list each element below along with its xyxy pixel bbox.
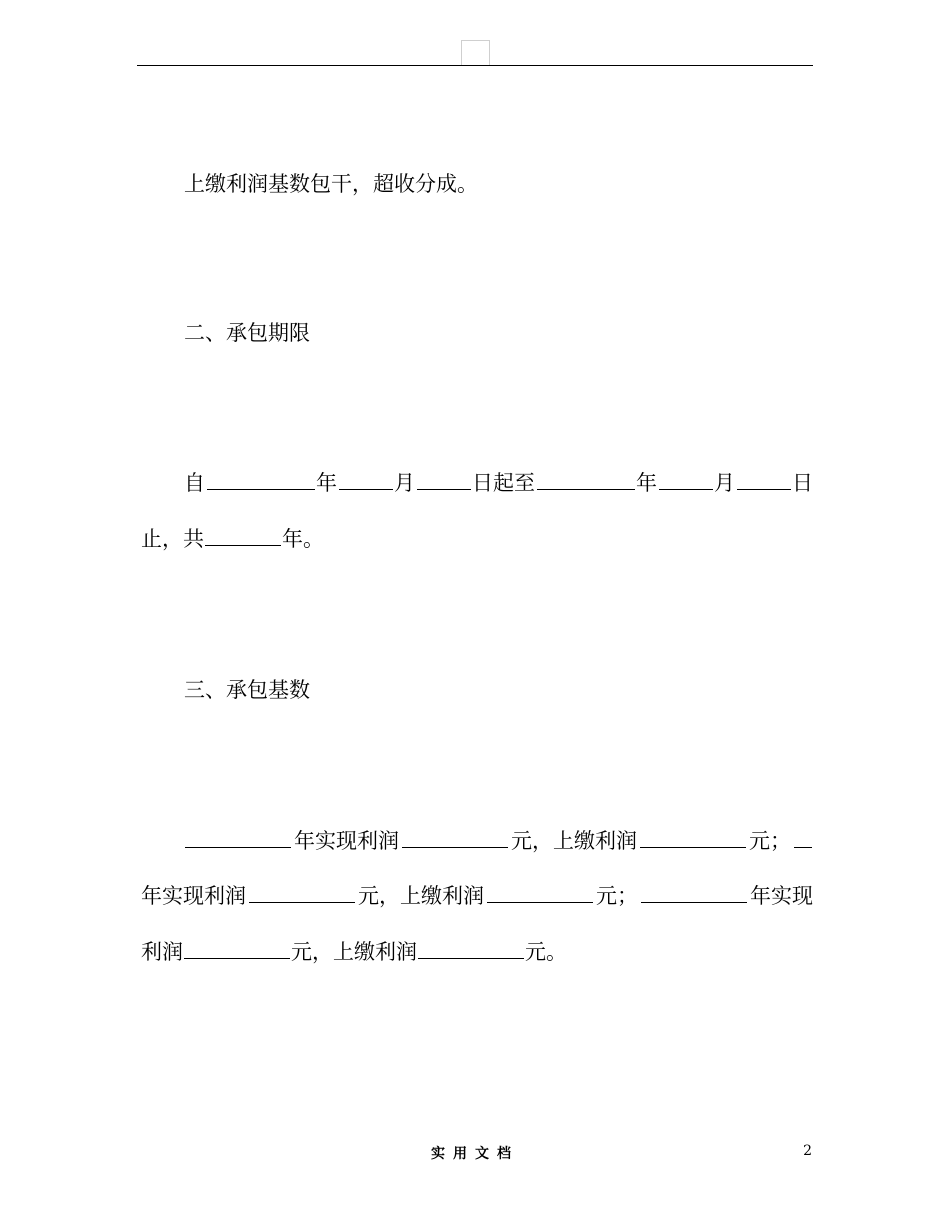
base-text-year-profit-1: 年实现利润 bbox=[294, 829, 399, 853]
term-text-day-until: 日起至 bbox=[472, 471, 535, 495]
blank-profit-1[interactable] bbox=[402, 827, 508, 848]
base-text-year-profit-2: 年实现利润 bbox=[141, 884, 246, 908]
base-text-yuan-remit-1: 元，上缴利润 bbox=[511, 829, 637, 853]
term-text-year-1: 年 bbox=[316, 471, 337, 495]
blank-total-years[interactable] bbox=[205, 525, 281, 546]
term-text-zi: 自 bbox=[184, 471, 205, 495]
header-text-box bbox=[461, 40, 490, 66]
blank-start-month[interactable] bbox=[339, 469, 393, 490]
header-rule bbox=[137, 65, 813, 66]
blank-year-1[interactable] bbox=[185, 827, 291, 848]
heading-text: 二、承包期限 bbox=[184, 321, 310, 345]
base-text-yuan-remit-2: 元，上缴利润 bbox=[358, 884, 484, 908]
base-line-3 bbox=[141, 937, 813, 967]
term-text-month-1: 月 bbox=[394, 471, 415, 495]
blank-profit-3[interactable] bbox=[184, 938, 290, 959]
blank-profit-2[interactable] bbox=[249, 882, 355, 903]
base-text-yuan-remit-3: 元，上缴利润 bbox=[291, 940, 417, 964]
blank-remit-3[interactable] bbox=[418, 938, 524, 959]
page-number: 2 bbox=[803, 1143, 812, 1159]
base-text-yuan-end: 元。 bbox=[525, 940, 567, 964]
blank-start-day[interactable] bbox=[417, 469, 471, 490]
blank-start-year[interactable] bbox=[207, 469, 315, 490]
term-text-year-2: 年 bbox=[636, 471, 657, 495]
base-line-2 bbox=[141, 881, 813, 911]
base-line-1 bbox=[141, 826, 856, 856]
term-line-2 bbox=[141, 524, 813, 554]
section-heading-base bbox=[141, 675, 856, 705]
blank-end-day[interactable] bbox=[737, 469, 791, 490]
paragraph-profit-method bbox=[141, 169, 856, 199]
blank-remit-2[interactable] bbox=[487, 882, 593, 903]
term-line-1 bbox=[141, 468, 856, 498]
term-text-end-total: 止，共 bbox=[141, 527, 204, 551]
blank-remit-1[interactable] bbox=[640, 827, 746, 848]
base-text-yuan-2: 元； bbox=[596, 884, 638, 908]
paragraph-text: 上缴利润基数包干，超收分成。 bbox=[184, 172, 478, 196]
base-text-year-realize-3: 年实现 bbox=[750, 884, 813, 908]
heading-text: 三、承包基数 bbox=[184, 678, 310, 702]
term-text-month-2: 月 bbox=[714, 471, 735, 495]
base-text-yuan-1: 元； bbox=[749, 829, 791, 853]
section-heading-term bbox=[141, 318, 856, 348]
footer-label: 实用文档 bbox=[431, 1146, 519, 1162]
term-text-years-end: 年。 bbox=[282, 527, 324, 551]
blank-end-year[interactable] bbox=[537, 469, 635, 490]
term-text-day: 日 bbox=[792, 471, 813, 495]
blank-year-3[interactable] bbox=[641, 882, 747, 903]
blank-end-month[interactable] bbox=[659, 469, 713, 490]
base-text-profit-3: 利润 bbox=[141, 940, 183, 964]
blank-year-2-start[interactable] bbox=[794, 827, 812, 848]
